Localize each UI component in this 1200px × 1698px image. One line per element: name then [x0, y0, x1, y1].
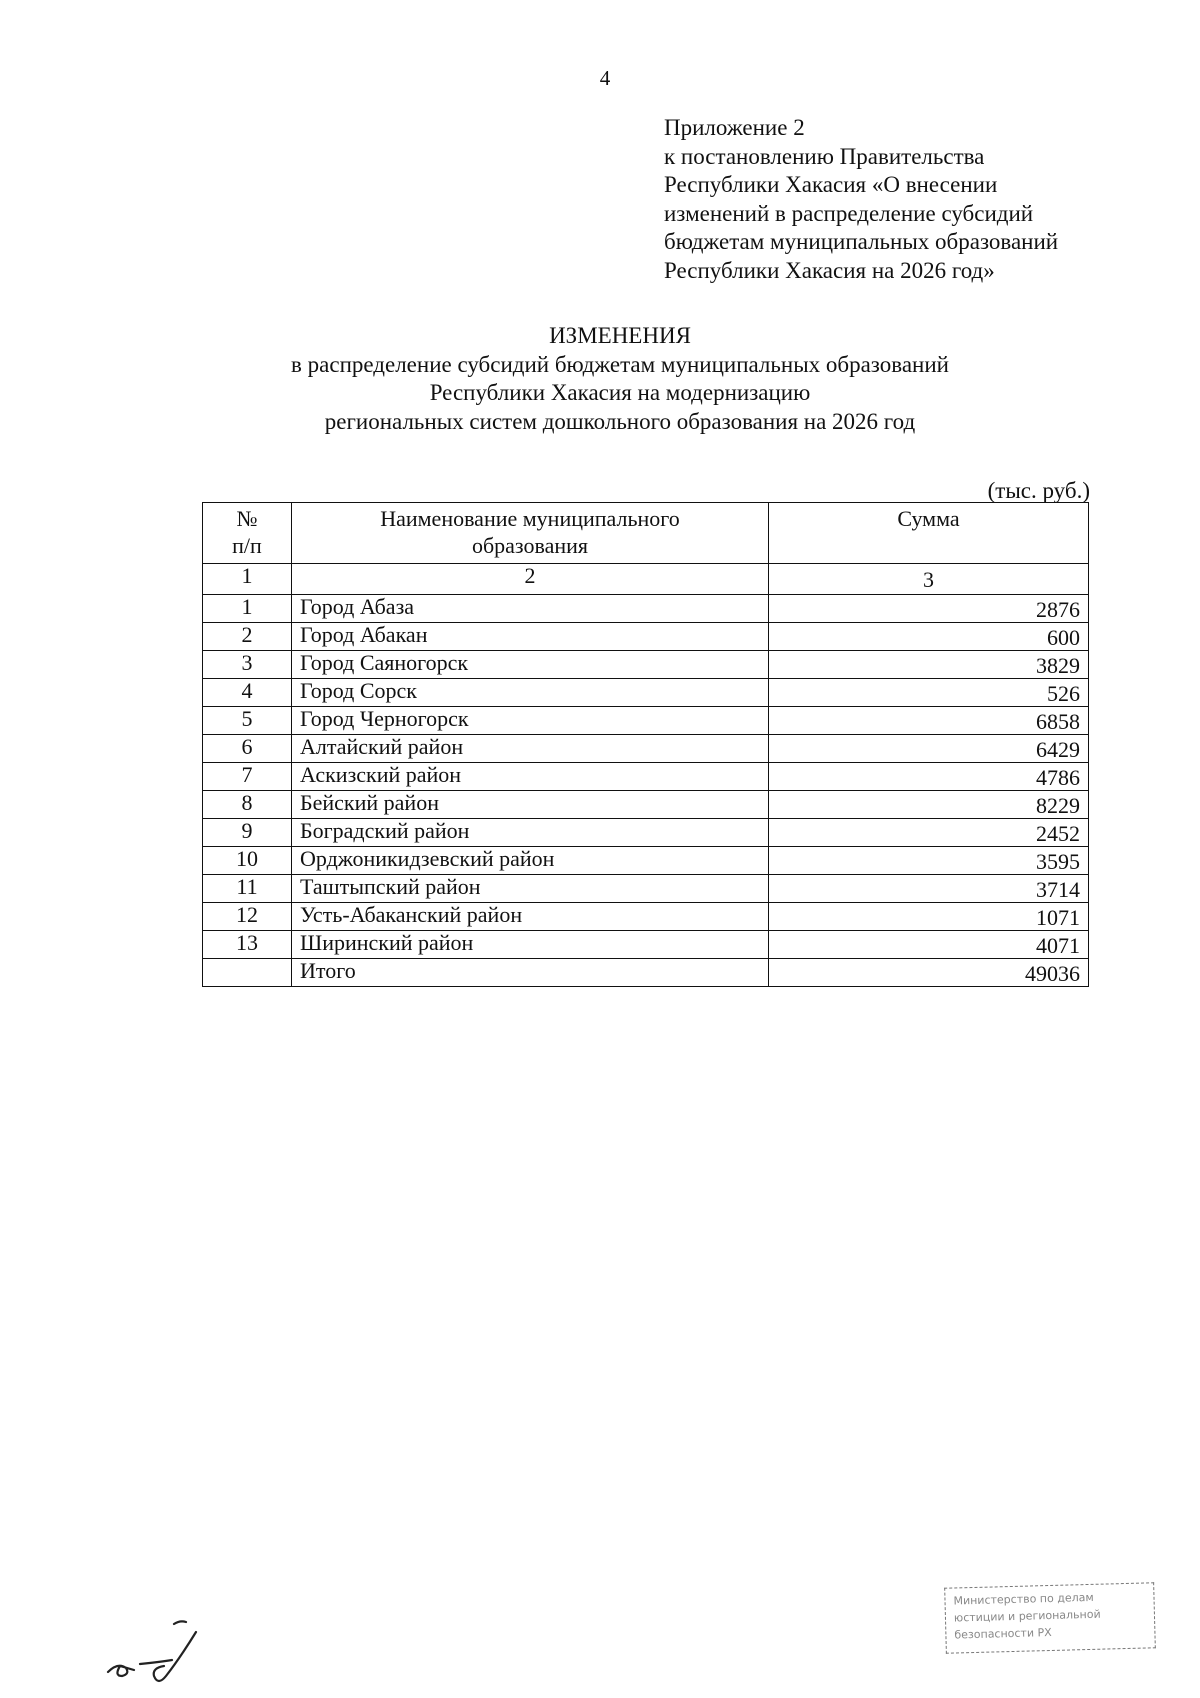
- table-row: [203, 931, 1089, 959]
- table-row: [203, 875, 1089, 903]
- stamp-line: юстиции и региональной: [953, 1607, 1101, 1625]
- total-amount: 49036: [769, 959, 1089, 987]
- header-name: Наименование муниципального образования: [292, 503, 769, 564]
- appendix-line: к постановлению Правительства: [664, 143, 985, 169]
- index-cell: 3: [769, 564, 1089, 595]
- table-row: [203, 735, 1089, 763]
- row-number: 3: [203, 651, 292, 679]
- table-row: [203, 623, 1089, 651]
- index-cell: 2: [292, 564, 769, 595]
- unit-label: (тыс. руб.): [987, 478, 1090, 503]
- subsidy-amount: 8229: [769, 791, 1089, 819]
- table-row: [203, 679, 1089, 707]
- municipality-name: Ширинский район: [292, 931, 769, 959]
- subsidy-amount: 4071: [769, 931, 1089, 959]
- row-number: 5: [203, 707, 292, 735]
- table-row: [203, 707, 1089, 735]
- table-row: [203, 595, 1089, 623]
- table-row: [203, 763, 1089, 791]
- subsidy-amount: 600: [769, 623, 1089, 651]
- table-row: [203, 651, 1089, 679]
- subsidy-amount: 6858: [769, 707, 1089, 735]
- row-number: 12: [203, 903, 292, 931]
- row-number: 11: [203, 875, 292, 903]
- table-row: [203, 903, 1089, 931]
- appendix-line: Республики Хакасия «О внесении: [664, 172, 998, 197]
- row-number: 2: [203, 623, 292, 651]
- row-number: 8: [203, 791, 292, 819]
- municipality-name: Боградский район: [292, 819, 769, 847]
- appendix-header: [664, 114, 1058, 285]
- municipality-name: Город Сорск: [292, 679, 769, 707]
- title-line: Республики Хакасия на модернизацию: [429, 380, 811, 405]
- table-row: [203, 819, 1089, 847]
- appendix-line: изменений в распределение субсидий: [664, 200, 1034, 226]
- document-title: [0, 322, 1200, 436]
- municipality-name: Орджоникидзевский район: [292, 847, 769, 875]
- page-number: 4: [599, 66, 611, 90]
- subsidy-amount: 6429: [769, 735, 1089, 763]
- header-num: № п/п: [203, 503, 292, 564]
- subsidy-amount: 4786: [769, 763, 1089, 791]
- subsidy-amount: 2452: [769, 819, 1089, 847]
- subsidy-amount: 3714: [769, 875, 1089, 903]
- subsidy-amount: 2876: [769, 595, 1089, 623]
- title-heading: ИЗМЕНЕНИЯ: [549, 323, 691, 348]
- stamp-line: безопасности РХ: [954, 1625, 1052, 1642]
- municipality-name: Аскизский район: [292, 763, 769, 791]
- registration-stamp: [944, 1582, 1156, 1653]
- municipality-name: Город Саяногорск: [292, 651, 769, 679]
- row-number: 10: [203, 847, 292, 875]
- subsidy-amount: 3595: [769, 847, 1089, 875]
- column-index-row: [203, 564, 1089, 595]
- table-header-row: [203, 503, 1089, 564]
- municipality-name: Город Абакан: [292, 623, 769, 651]
- subsidy-amount: 3829: [769, 651, 1089, 679]
- subsidy-amount: 1071: [769, 903, 1089, 931]
- subsidy-table: [202, 502, 1089, 987]
- total-label: Итого: [292, 959, 769, 987]
- total-row: [203, 959, 1089, 987]
- row-number: 6: [203, 735, 292, 763]
- title-line: в распределение субсидий бюджетам муниципальных образований: [291, 351, 949, 377]
- index-cell: 1: [203, 564, 292, 595]
- header-sum: Сумма: [769, 503, 1089, 564]
- title-line: региональных систем дошкольного образования на 2026 год: [324, 408, 916, 434]
- municipality-name: Таштыпский район: [292, 875, 769, 903]
- row-number: 4: [203, 679, 292, 707]
- municipality-name: Бейский район: [292, 791, 769, 819]
- subsidy-amount: 526: [769, 679, 1089, 707]
- stamp-line: Министерство по делам: [953, 1590, 1094, 1608]
- appendix-line: бюджетам муниципальных образований: [664, 229, 1059, 254]
- municipality-name: Алтайский район: [292, 735, 769, 763]
- total-num-cell: [203, 959, 292, 987]
- appendix-line: Приложение 2: [664, 115, 805, 140]
- table-row: [203, 847, 1089, 875]
- row-number: 1: [203, 595, 292, 623]
- municipality-name: Город Черногорск: [292, 707, 769, 735]
- row-number: 9: [203, 819, 292, 847]
- municipality-name: Усть-Абаканский район: [292, 903, 769, 931]
- handwritten-signature: [100, 1610, 230, 1695]
- appendix-line: Республики Хакасия на 2026 год»: [664, 257, 995, 283]
- municipality-name: Город Абаза: [292, 595, 769, 623]
- row-number: 13: [203, 931, 292, 959]
- row-number: 7: [203, 763, 292, 791]
- table-row: [203, 791, 1089, 819]
